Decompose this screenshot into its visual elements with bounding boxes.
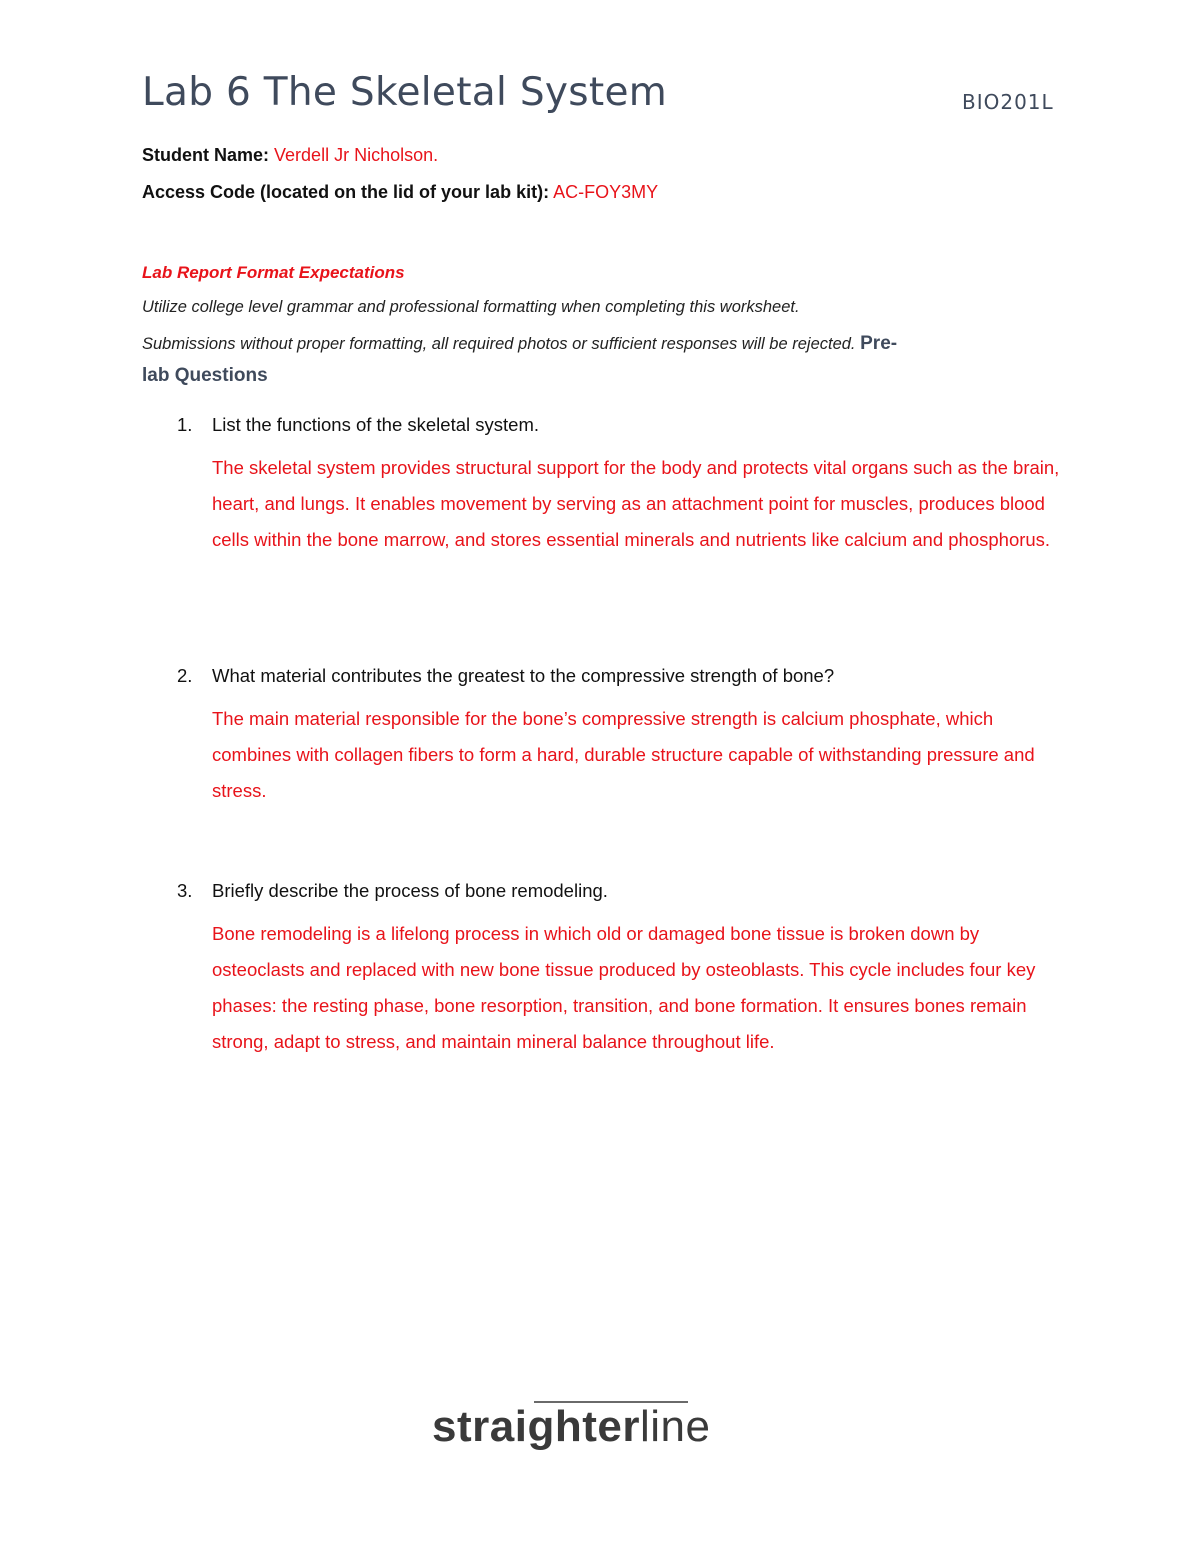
student-name-value: Verdell Jr Nicholson. — [274, 145, 439, 165]
page-title: Lab 6 The Skeletal System — [142, 70, 668, 115]
format-expectations-line-2-text: Submissions without proper formatting, all required photos or sufficient responses will be rejected. — [142, 335, 856, 353]
question-number: 1. — [177, 414, 193, 435]
access-code-field — [142, 182, 658, 203]
question-text: List the functions of the skeletal system. — [212, 414, 539, 435]
straighterline-logo — [432, 1398, 762, 1458]
question-text: What material contributes the greatest to the compressive strength of bone? — [212, 665, 835, 686]
logo-wordmark — [432, 1402, 710, 1452]
format-expectations-line-1: Utilize college level grammar and professional formatting when completing this worksheet. — [142, 298, 800, 316]
format-expectations-line-2 — [142, 333, 897, 355]
prelab-heading-part-2: lab Questions — [142, 365, 268, 386]
prelab-heading-part-1: Pre- — [860, 333, 898, 354]
logo-wordmark-light: line — [639, 1402, 711, 1451]
course-code: BIO201L — [962, 90, 1054, 114]
access-code-label: Access Code (located on the lid of your lab kit): — [142, 182, 550, 202]
answer-text: The skeletal system provides structural support for the body and protects vital organs such as the brain, heart, and lungs. It enables movement by serving as an attachment point for muscles, produces blood cells within the bone marrow, and stores essential minerals and nutrients like calcium and phosphorus. — [212, 457, 1060, 550]
access-code-value: AC-FOY3MY — [553, 182, 659, 202]
question-text: Briefly describe the process of bone remodeling. — [212, 880, 608, 901]
answer-text: The main material responsible for the bone’s compressive strength is calcium phosphate, which combines with collagen fibers to form a hard, durable structure capable of withstanding pressure and stress. — [212, 708, 1035, 801]
student-name-field — [142, 145, 438, 166]
answer-text: Bone remodeling is a lifelong process in which old or damaged bone tissue is broken down by osteoclasts and replaced with new bone tissue produced by osteoblasts. This cycle includes four key phases: the resting phase, bone resorption, transition, and bone formation. It ensures bones remain strong, adapt to stress, and maintain mineral balance throughout life. — [212, 923, 1036, 1052]
student-name-label: Student Name: — [142, 145, 270, 165]
format-expectations-heading: Lab Report Format Expectations — [142, 263, 405, 282]
logo-wordmark-bold: straighter — [432, 1402, 640, 1451]
question-number: 3. — [177, 880, 193, 901]
question-number: 2. — [177, 665, 193, 686]
